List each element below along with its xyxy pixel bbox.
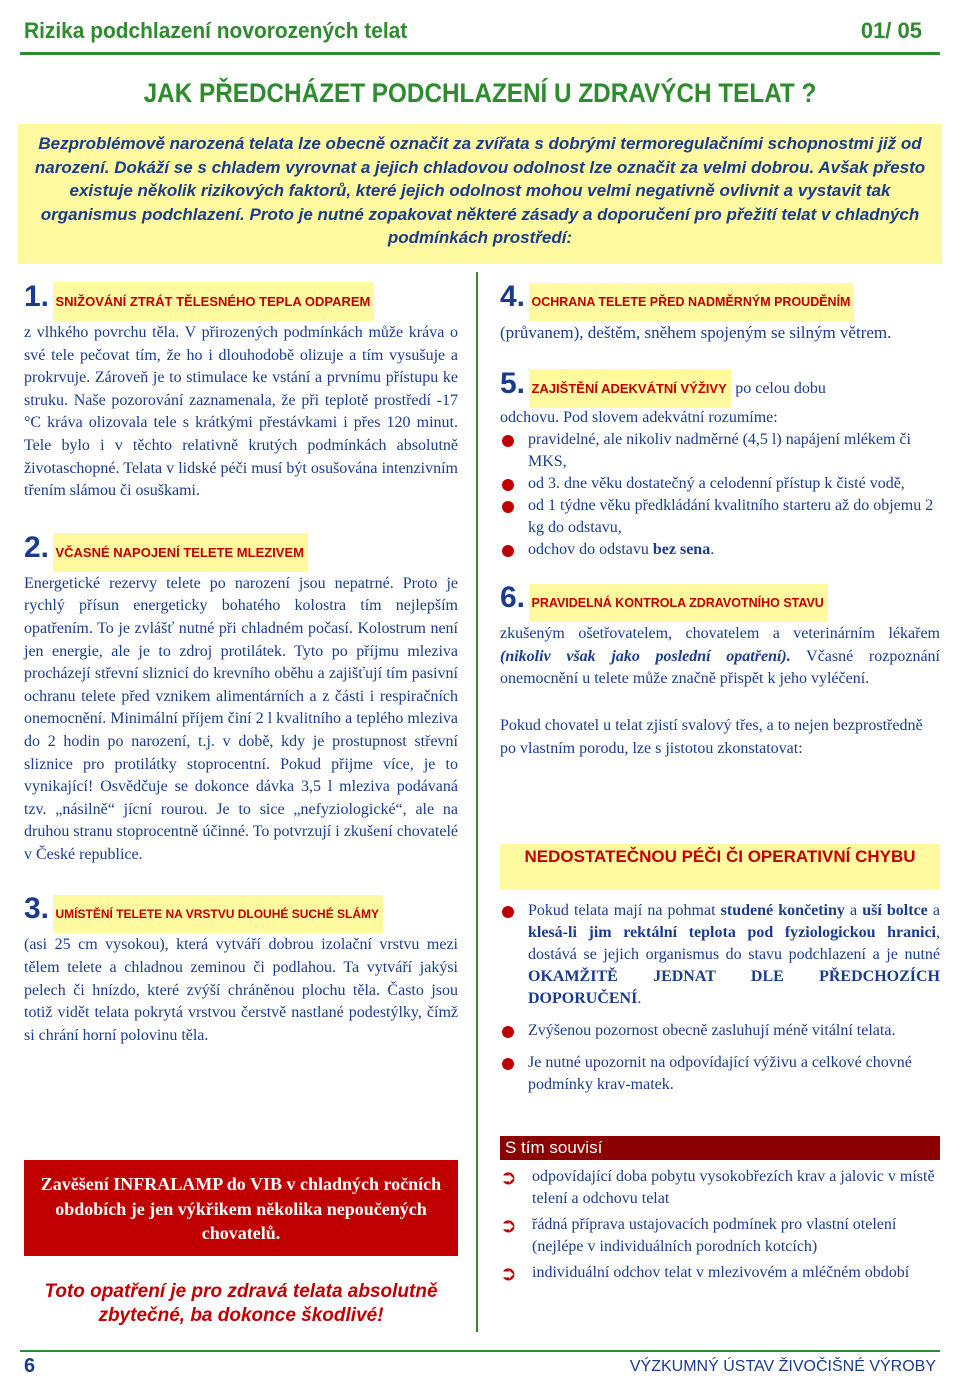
page-indicator: 01/ 05 <box>860 18 922 43</box>
list-item: ➲ odpovídající doba pobytu vysokobřezích krav a jalovic v místě telení a odchovu telat <box>500 1165 935 1207</box>
section-number: 4. <box>500 280 526 313</box>
section-title: SNIŽOVÁNÍ ZTRÁT TĚLESNÉHO TEPLA ODPAREM <box>53 282 374 321</box>
section-title: ZAJIŠTĚNÍ ADEKVÁTNÍ VÝŽIVY <box>529 369 730 408</box>
section-5-heading <box>500 367 940 401</box>
section-6-heading <box>500 581 940 615</box>
section-number: 6. <box>500 581 526 615</box>
related-title: S tím souvisí <box>505 1138 603 1157</box>
page-number: 6 <box>24 1355 36 1377</box>
infralamp-warning-text: Zavěšení INFRALAMP do VIB v chladných ročních obdobích je jen výkřikem několika nepoučených chovatelů. <box>40 1174 442 1244</box>
section-number: 3. <box>24 892 50 926</box>
section-6-text: zkušeným ošetřovatelem, chovatelem a veterinárním lékařem (nikoliv však jako poslední opatření). Včasné rozpoznání onemocnění u telete může značně přispět k jeho vyléčení. <box>500 625 940 688</box>
section-title: VČASNÉ NAPOJENÍ TELETE MLEZIVEM <box>53 533 307 572</box>
footer-divider <box>20 1350 940 1352</box>
list-item: pravidelné, ale nikoliv nadměrné (4,5 l) napájení mlékem či MKS, <box>500 429 940 473</box>
useless-measure-note: Toto opatření je pro zdravá telata absolutně zbytečné, ba dokonce škodlivé! <box>44 1281 438 1326</box>
main-heading: JAK PŘEDCHÁZET PODCHLAZENÍ U ZDRAVÝCH TELAT ? <box>143 78 817 108</box>
document-title: Rizika podchlazení novorozených telat <box>24 18 408 43</box>
list-item: ➲ řádná příprava ustajovacích podmínek pro vlastní otelení (nejlépe v individuálních porodních kotcích) <box>500 1213 897 1255</box>
bullet-icon <box>502 1026 514 1038</box>
bullet-icon <box>502 501 514 513</box>
section-number: 1. <box>24 280 50 313</box>
section-title-tail: po celou dobu <box>735 379 826 397</box>
alert-text: NEDOSTATEČNOU PÉČI ČI OPERATIVNÍ CHYBU <box>524 847 916 866</box>
header-divider <box>20 52 940 55</box>
section-title: PRAVIDELNÁ KONTROLA ZDRAVOTNÍHO STAVU <box>529 584 827 622</box>
nutrition-list <box>500 429 940 561</box>
section-2-text: Energetické rezervy telete po narození jsou nepatrné. Proto je rychlý přísun energeticky bohatého kolostra tím nejlepším opatřením. To je zvlášť nutné při chladném počasí. Kolostrum není jen energie, ale je to zdroj protilátek. Tyto po příjmu mleziva procházejí střevní sliznicí do krevního oběhu a zajišťují tím pasivní ochranu telete před vznikem alimentárních a z části i respiračních onemocnění. Minimální příjem činí 2 l kvalitního a teplého mleziva do 2 hodin po narození, t.j. v době, kdy je prostupnost střevní sliznice pro protilátky stoprocentní. Pokud přijme více, je to vynikající! Osvědčuje se dokonce dávka 3,5 l mleziva podávaná tzv. „násilně“ jícní rourou. Je to sice „nefyziologické“, ale na druhou stranu stoprocentně účinné. To potvrzují i zkušení chovatelé v České republice. <box>24 574 458 863</box>
section-2-heading <box>24 531 458 565</box>
symptom-list-container <box>500 900 940 1096</box>
section-number: 2. <box>24 530 50 564</box>
section-3-heading <box>24 892 458 926</box>
list-item: od 1 týdne věku předkládání kvalitního starteru až do objemu 2 kg do odstavu, <box>500 495 940 539</box>
section-title: UMÍSTĚNÍ TELETE NA VRSTVU DLOUHÉ SUCHÉ SLÁMY <box>53 895 383 933</box>
conclusion-text: Pokud chovatel u telat zjistí svalový třes, a to nejen bezprostředně po vlastním porodu, lze s jistotou zkonstatovat: <box>500 716 923 757</box>
section-title: OCHRANA TELETE PŘED NADMĚRNÝM PROUDĚNÍM <box>529 283 854 321</box>
list-item: Pokud telata mají na pohmat studené končetiny a uší boltce a klesá-li jim rektální teplota pod fyziologickou hranici, dostává se jejich organismus do stavu podchlazení a je nutné OKAMŽITĚ JEDNAT DLE PŘEDCHOZÍCH DOPORUČENÍ. <box>500 900 940 1010</box>
bullet-icon <box>502 545 514 557</box>
section-3-text: (asi 25 cm vysokou), která vytváří dobrou izolační vrstvu mezi tělem telete a chladnou zeminou či podlahou. Ta vytváří jakýsi pelech či hnízdo, které zvýší chráněnou plochu těla. Často jsou totiž vidět telata pokrytá vrstvou čerstvě nastlané podestýlky, čímž si chrání horní polovinu těla. <box>24 936 458 1044</box>
section-4-heading <box>500 280 940 314</box>
section-number: 5. <box>500 366 526 400</box>
bullet-icon <box>502 1058 514 1070</box>
arrow-right-icon: ➲ <box>500 1165 517 1189</box>
related-list-container <box>500 1166 940 1284</box>
bullet-icon <box>502 479 514 491</box>
related-list <box>500 1166 940 1284</box>
bullet-icon <box>502 906 514 918</box>
list-item: ➲ individuální odchov telat v mlezivovém a mléčném období <box>500 1261 910 1285</box>
organization-name: VÝZKUMNÝ ÚSTAV ŽIVOČIŠNÉ VÝROBY <box>629 1358 936 1375</box>
section-1-text: z vlhkého povrchu těla. V přirozených podmínkách může kráva o své tele pečovat tím, že ho i dlouhodobě olizuje a tím vysušuje a prokrvuje. Zároveň je to stimulace ke vstání a prvnímu přístupu ke struku. Naše pozorování zaznamenala, že při teplotě prostředí -17 °C kráva olizovala tele s krátkými přestávkami i přes 120 minut. Tele bylo i v těchto relativně krutých podmínkách absolutně životaschopné. Telata v lidské péči musí být osušována intenzivním třením slámou či osuškami. <box>24 324 458 500</box>
list-item: Je nutné upozornit na odpovídající výživu a celkové chovné podmínky krav-matek. <box>500 1052 940 1096</box>
arrow-right-icon: ➲ <box>500 1213 517 1237</box>
bullet-icon <box>502 435 514 447</box>
right-column <box>500 280 940 760</box>
arrow-right-icon: ➲ <box>500 1261 517 1285</box>
list-item: odchov do odstavu bez sena. <box>500 539 940 561</box>
intro-paragraph: Bezproblémově narozená telata lze obecně označit za zvířata s dobrými termoregulačními schopnostmi již od narození. Dokáží se s chladem vyrovnat a jejich chladovou odolnost lze označit za velmi dobrou. Avšak přesto existuje několik rizikových faktorů, které jejich odolnost mohou velmi negativně ovlivnit a vystavit tak organismus podchlazení. Proto je nutné zopakovat některé zásady a doporučení pro přežití telat v chladných podmínkách prostředí: <box>34 134 926 248</box>
column-divider <box>476 272 478 1332</box>
section-1-heading <box>24 280 458 314</box>
list-item: Zvýšenou pozornost obecně zasluhují méně vitální telata. <box>500 1020 940 1042</box>
symptom-list <box>500 900 940 1096</box>
section-4-text: (průvanem), deštěm, sněhem spojeným se silným větrem. <box>500 323 892 342</box>
left-column <box>24 280 458 1047</box>
section-5-text: odchovu. Pod slovem adekvátní rozumíme: <box>500 408 778 426</box>
list-item: od 3. dne věku dostatečný a celodenní přístup k čisté vodě, <box>500 473 940 495</box>
